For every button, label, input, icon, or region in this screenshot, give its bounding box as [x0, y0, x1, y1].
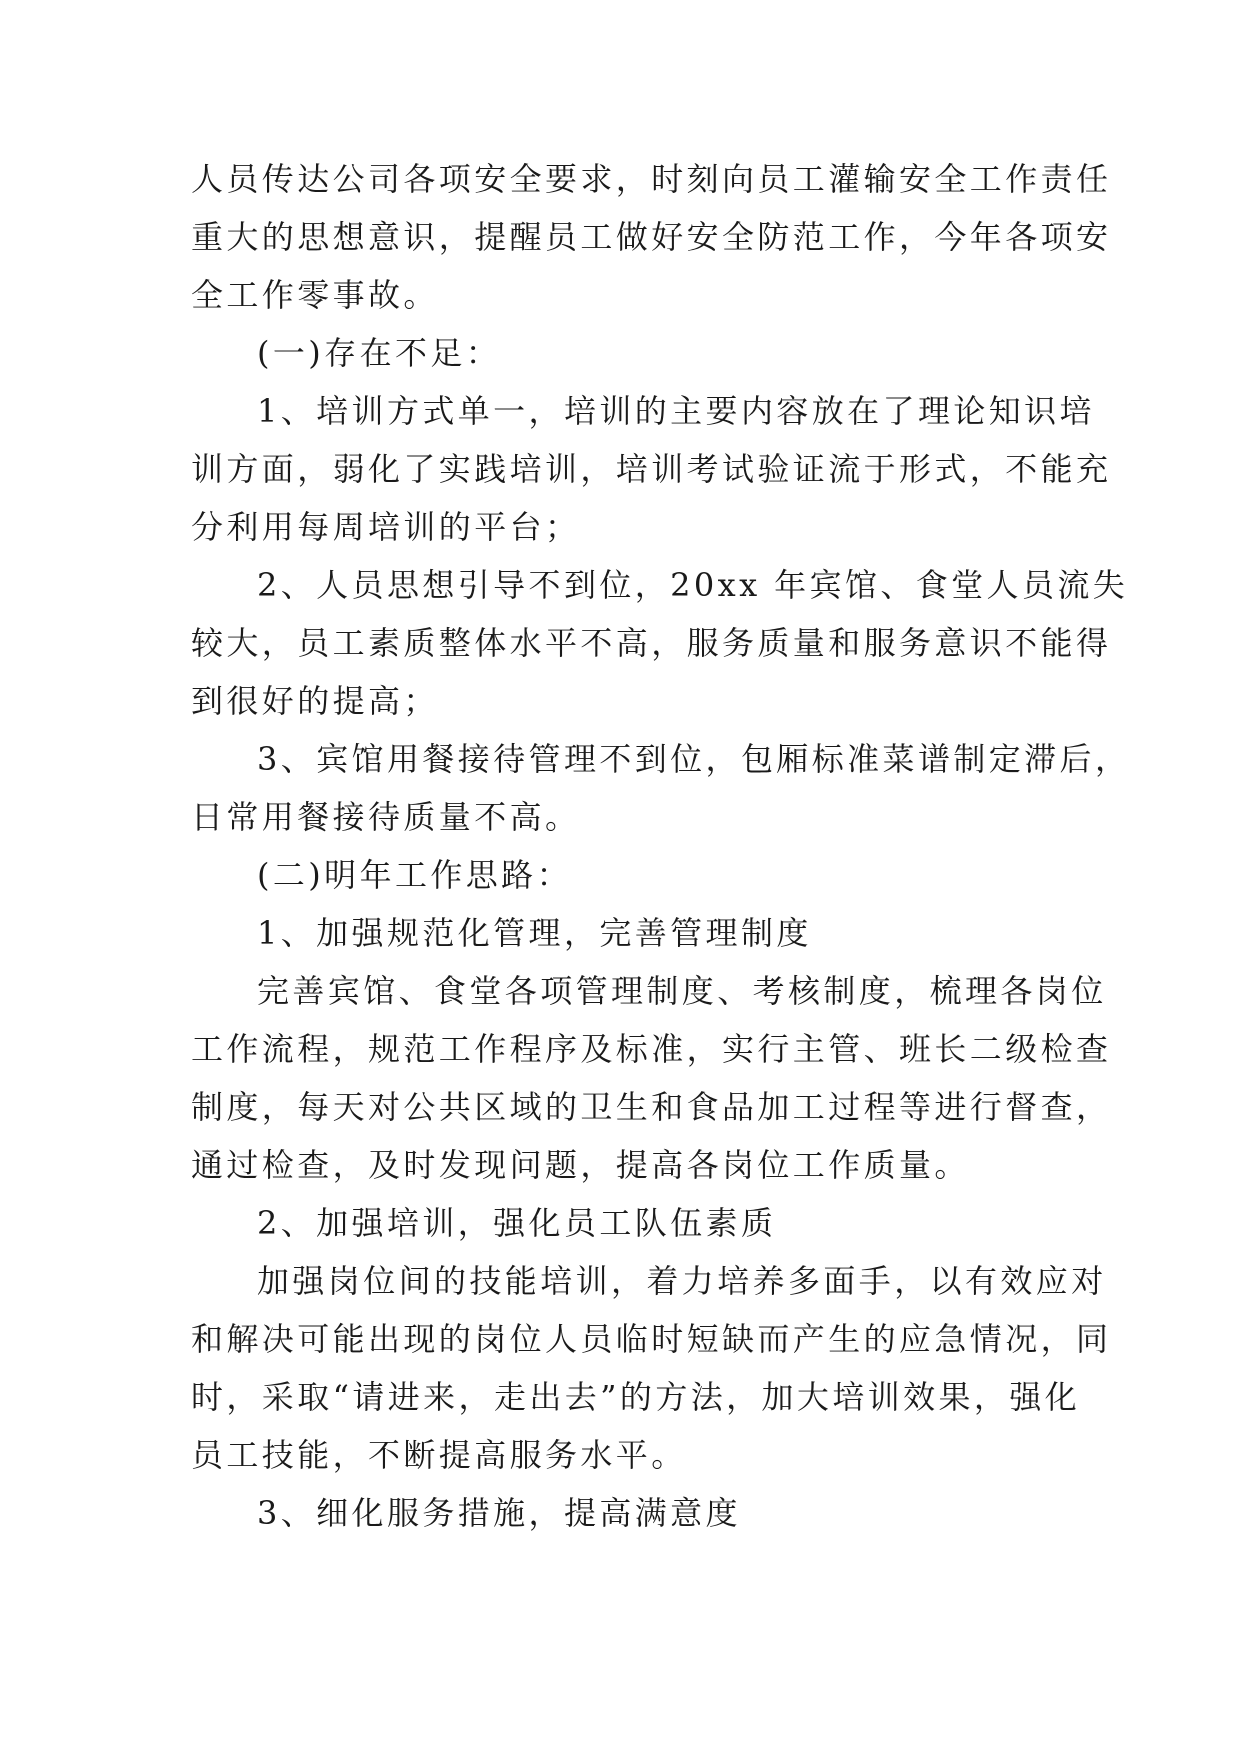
paragraph-safety-summary — [191, 150, 1112, 324]
text-line: (一)存在不足： — [257, 334, 502, 372]
text-line: 2、加强培训，强化员工队伍素质 — [257, 1204, 777, 1242]
text-line: 训方面，弱化了实践培训，培训考试验证流于形式，不能充 — [191, 450, 1112, 488]
text-line: 1、加强规范化管理，完善管理制度 — [257, 914, 812, 952]
paragraph-shortcoming-3 — [191, 730, 1131, 846]
text-line: 员工技能，不断提高服务水平。 — [191, 1436, 687, 1474]
text-line: 分利用每周培训的平台； — [191, 508, 581, 546]
text-line: 制度，每天对公共区域的卫生和食品加工过程等进行督查， — [191, 1088, 1112, 1126]
text-line: 完善宾馆、食堂各项管理制度、考核制度，梳理各岗位 — [257, 972, 1107, 1010]
text-line: (二)明年工作思路： — [257, 856, 572, 894]
subheading-standardized-management — [191, 904, 1051, 962]
text-line: 全工作零事故。 — [191, 276, 439, 314]
document-body — [191, 150, 1131, 1542]
text-line: 和解决可能出现的岗位人员临时短缺而产生的应急情况，同 — [191, 1320, 1112, 1358]
section-heading-shortcomings — [191, 324, 1051, 382]
text-line: 2、人员思想引导不到位，20xx 年宾馆、食堂人员流失 — [257, 566, 1129, 604]
paragraph-training-details — [191, 1252, 1112, 1484]
text-line: 到很好的提高； — [191, 682, 439, 720]
subheading-training — [191, 1194, 1051, 1252]
subheading-service-measures — [191, 1484, 1051, 1542]
paragraph-shortcoming-1 — [191, 382, 1112, 556]
text-line: 3、宾馆用餐接待管理不到位，包厢标准菜谱制定滞后， — [257, 740, 1131, 778]
text-line: 工作流程，规范工作程序及标准，实行主管、班长二级检查 — [191, 1030, 1112, 1068]
text-line: 时，采取“请进来，走出去”的方法，加大培训效果，强化 — [191, 1378, 1081, 1416]
text-line: 通过检查，及时发现问题，提高各岗位工作质量。 — [191, 1146, 970, 1184]
text-line: 加强岗位间的技能培训，着力培养多面手，以有效应对 — [257, 1262, 1107, 1300]
text-line: 人员传达公司各项安全要求，时刻向员工灌输安全工作责任 — [191, 160, 1112, 198]
text-line: 重大的思想意识，提醒员工做好安全防范工作，今年各项安 — [191, 218, 1112, 256]
paragraph-shortcoming-2 — [191, 556, 1129, 730]
paragraph-management-details — [191, 962, 1112, 1194]
text-line: 较大，员工素质整体水平不高，服务质量和服务意识不能得 — [191, 624, 1112, 662]
text-line: 1、培训方式单一，培训的主要内容放在了理论知识培 — [257, 392, 1095, 430]
section-heading-next-year-plan — [191, 846, 1051, 904]
text-line: 日常用餐接待质量不高。 — [191, 798, 581, 836]
text-line: 3、细化服务措施，提高满意度 — [257, 1494, 741, 1532]
